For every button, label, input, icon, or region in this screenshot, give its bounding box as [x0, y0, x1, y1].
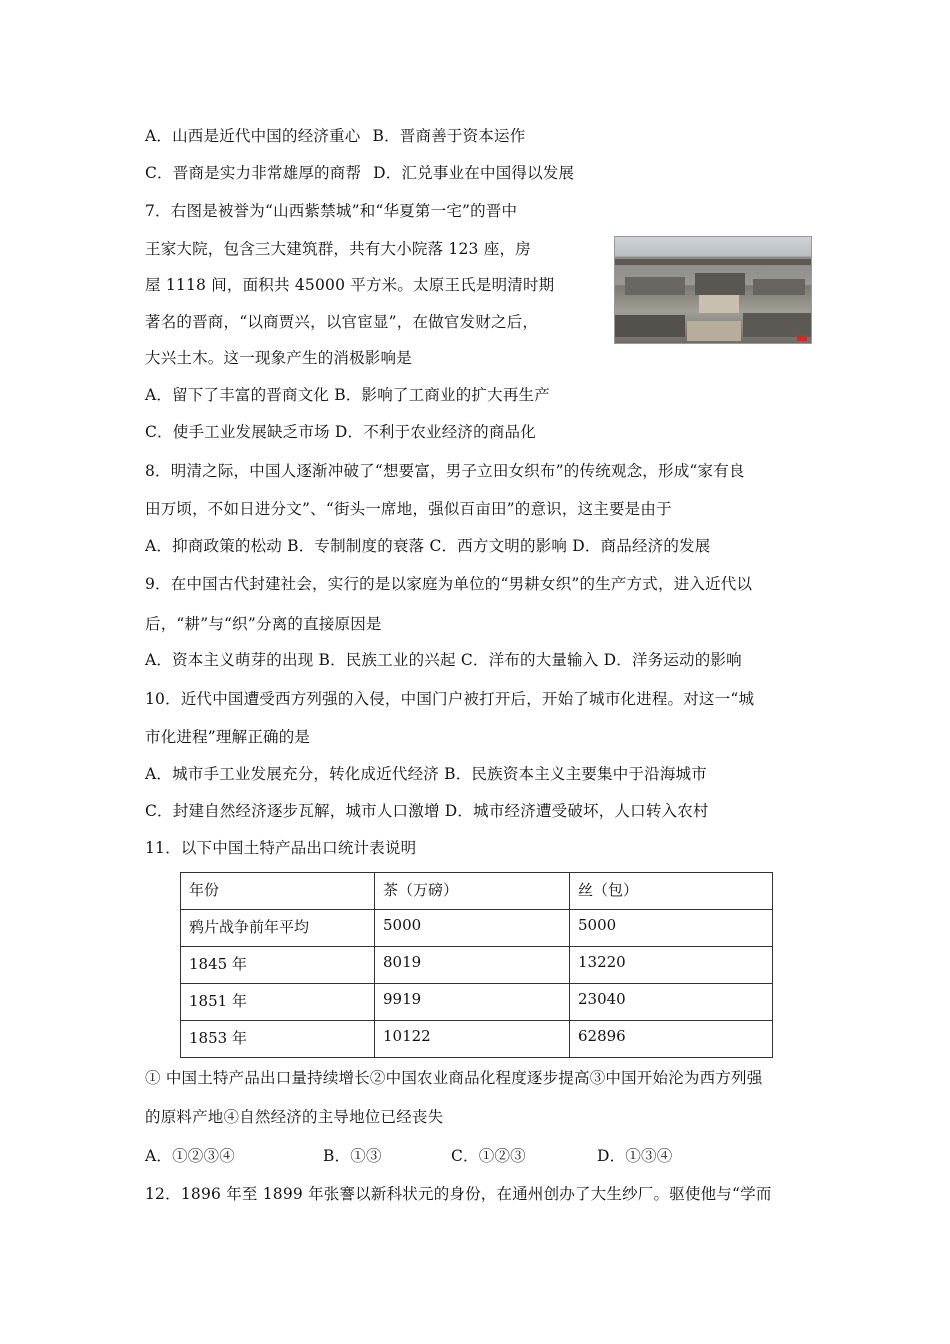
- table-cell: 1853 年: [181, 1021, 375, 1058]
- table-row: [181, 984, 773, 1021]
- q7-stem-line-2: 王家大院，包含三大建筑群，共有大小院落 123 座，房: [145, 240, 531, 258]
- q6-options-row-2: [145, 163, 574, 183]
- q10-stem-line-1: 10．近代中国遭受西方列强的入侵，中国门户被打开后，开始了城市化进程。对这一“城: [145, 690, 755, 708]
- table-cell: 1845 年: [181, 947, 375, 984]
- q8-options: A．抑商政策的松动 B．专制制度的衰落 C．西方文明的影响 D．商品经济的发展: [145, 537, 711, 555]
- table-cell: 5000: [570, 910, 773, 947]
- table-cell: 10122: [375, 1021, 570, 1058]
- q9-stem-line-1: 9．在中国古代封建社会，实行的是以家庭为单位的“男耕女织”的生产方式，进入近代以: [145, 575, 753, 593]
- q8-stem-line-2: 田万顷，不如日进分文”、“街头一席地，强似百亩田”的意识，这主要是由于: [145, 500, 672, 518]
- q6-option-b: B．晋商善于资本运作: [372, 127, 526, 145]
- table-cell: 鸦片战争前年平均: [181, 910, 375, 947]
- table-row: [181, 1021, 773, 1058]
- q11-statements-line-1: ① 中国土特产品出口量持续增长②中国农业商品化程度逐步提高③中国开始沦为西方列强: [145, 1069, 763, 1087]
- q10-options-ab: A．城市手工业发展充分，转化成近代经济 B．民族资本主义主要集中于沿海城市: [145, 765, 707, 783]
- q12-stem-line-1: 12．1896 年至 1899 年张謇以新科状元的身份，在通州创办了大生纱厂。驱使他与“学而: [145, 1185, 772, 1203]
- q6-options-row-1: [145, 126, 525, 146]
- q11-option-c: C．①②③: [451, 1147, 526, 1165]
- q6-option-d: D．汇兑事业在中国得以发展: [373, 164, 575, 182]
- q7-options-cd: C．使手工业发展缺乏市场 D．不利于农业经济的商品化: [145, 423, 536, 441]
- q11-statements-line-2: 的原料产地④自然经济的主导地位已经丧失: [145, 1108, 444, 1126]
- q11-stem: 11．以下中国土特产品出口统计表说明: [145, 839, 417, 857]
- table-cell: 1851 年: [181, 984, 375, 1021]
- q9-stem-line-2: 后，“耕”与“织”分离的直接原因是: [145, 615, 382, 633]
- wang-family-compound-photo: [614, 236, 812, 344]
- q7-stem-line-5: 大兴土木。这一现象产生的消极影响是: [145, 349, 412, 367]
- table-cell: 9919: [375, 984, 570, 1021]
- q7-stem-line-3: 屋 1118 间，面积共 45000 平方米。太原王氏是明清时期: [145, 276, 555, 294]
- table-cell: 5000: [375, 910, 570, 947]
- q6-option-c: C．晋商是实力非常雄厚的商帮: [145, 164, 362, 182]
- table-cell: 13220: [570, 947, 773, 984]
- table-header-row: [181, 873, 773, 910]
- q11-options: [145, 1146, 672, 1166]
- table-cell: 62896: [570, 1021, 773, 1058]
- q7-options-ab: A．留下了丰富的晋商文化 B．影响了工商业的扩大再生产: [145, 386, 550, 404]
- table-row: [181, 947, 773, 984]
- table-header-cell: 茶（万磅）: [375, 873, 570, 910]
- export-statistics-table: [180, 872, 773, 1058]
- q10-options-cd: C．封建自然经济逐步瓦解，城市人口激增 D．城市经济遭受破坏，人口转入农村: [145, 802, 709, 820]
- q11-option-a: A．①②③④: [145, 1147, 235, 1165]
- q11-option-d: D．①③④: [597, 1147, 673, 1165]
- q7-stem-line-4: 著名的晋商，“以商贾兴，以官宦显”，在做官发财之后，: [145, 313, 539, 331]
- table-cell: 23040: [570, 984, 773, 1021]
- table-row: [181, 910, 773, 947]
- q9-options: A．资本主义萌芽的出现 B．民族工业的兴起 C．洋布的大量输入 D．洋务运动的影响: [145, 651, 742, 669]
- q10-stem-line-2: 市化进程”理解正确的是: [145, 728, 311, 746]
- q7-stem-line-1: 7．右图是被誉为“山西紫禁城”和“华夏第一宅”的晋中: [145, 202, 518, 220]
- q6-option-a: A．山西是近代中国的经济重心: [145, 127, 361, 145]
- table-cell: 8019: [375, 947, 570, 984]
- q11-option-b: B．①③: [323, 1147, 382, 1165]
- table-header-cell: 丝（包）: [570, 873, 773, 910]
- table-header-cell: 年份: [181, 873, 375, 910]
- q8-stem-line-1: 8．明清之际，中国人逐渐冲破了“想要富，男子立田女织布”的传统观念，形成“家有良: [145, 462, 745, 480]
